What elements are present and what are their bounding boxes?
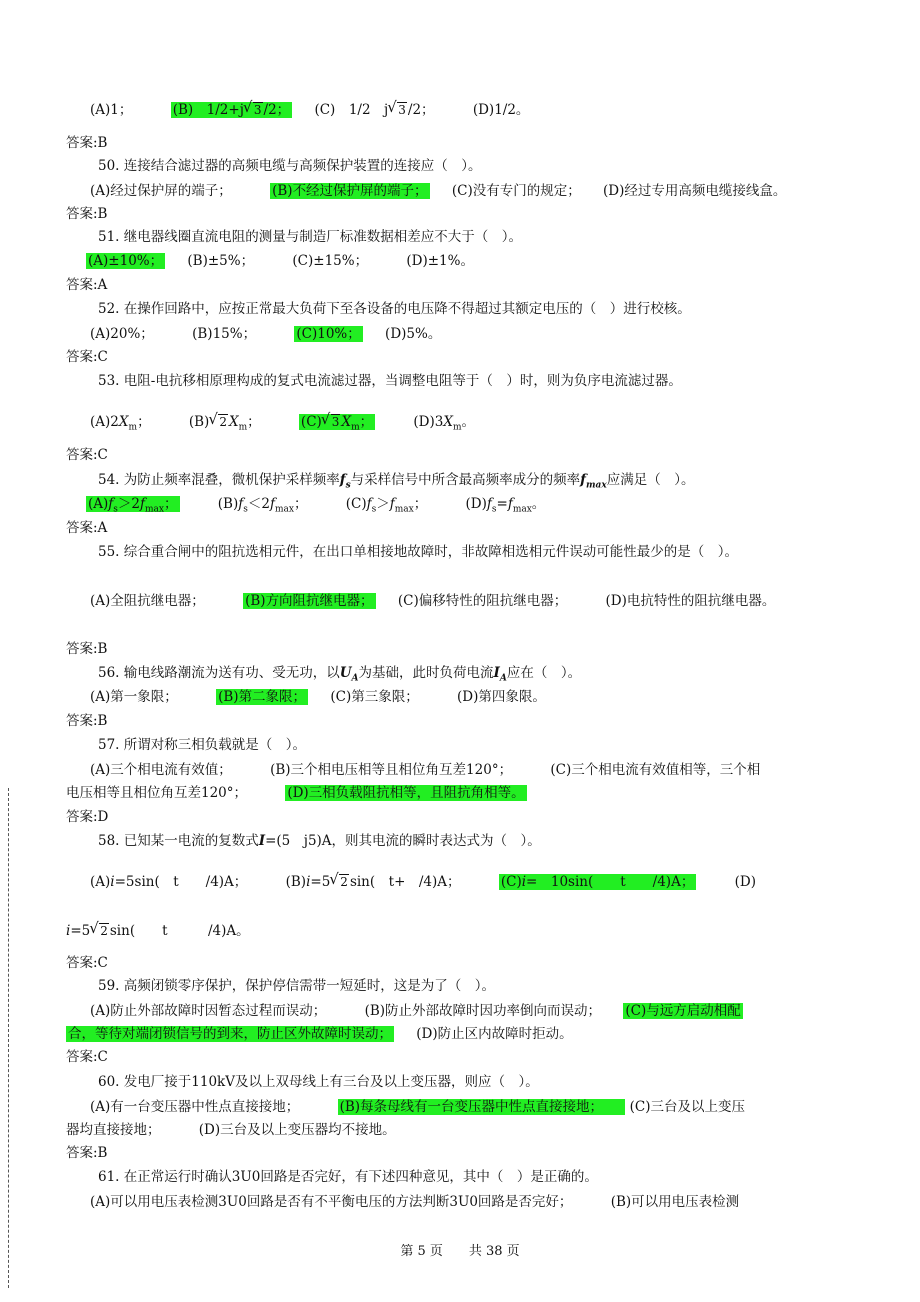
q60-option-b-highlight: (B)每条母线有一台变压器中性点直接接地； — [338, 1099, 626, 1115]
q56-answer: 答案:B — [66, 713, 108, 729]
q55-options: (A)全阻抗继电器； (B)方向阻抗继电器； (C)偏移特性的阻抗继电器； (D)电抗特性的阻抗继电器。 — [90, 593, 776, 609]
q58-option-d: i=5√ 2 sin( t /4)A。 — [66, 921, 250, 941]
sqrt-symbol: √ 3 — [244, 100, 263, 120]
q51-stem: 51. 继电器线圈直流电阻的测量与制造厂标准数据相差应不大于（ ）。 — [98, 229, 523, 245]
q49-answer: 答案:B — [66, 135, 108, 151]
q50-stem: 50. 连接结合滤过器的高频电缆与高频保护装置的连接应（ ）。 — [98, 158, 482, 174]
q55-stem: 55. 综合重合闸中的阻抗选相元件，在出口单相接地故障时，非故障相选相元件误动可能性最少的是（ ）。 — [98, 544, 739, 560]
q60-options-line2: 器均直接接地； (D)三台及以上变压器均不接地。 — [66, 1122, 396, 1138]
q59-options-line1: (A)防止外部故障时因暂态过程而误动； (B)防止外部故障时因功率倒向而误动； (C)与远方启动相配 — [90, 1003, 741, 1019]
q54-answer: 答案:A — [66, 520, 108, 536]
q51-options: (A)±10%； (B)±5%； (C)±15%； (D)±1%。 — [88, 253, 474, 269]
q52-option-c-highlight: (C)10%； — [296, 326, 361, 342]
q54-options: $(A)f_s>2f_{max}$； $(B)f_s<2f_{max}$； $(C)f_s>f_{max}$； $(D)f_s=f_{max}$。 — [88, 496, 546, 515]
q55-option-b-highlight: (B)方向阻抗继电器； — [245, 593, 374, 609]
q56-options: (A)第一象限； (B)第二象限； (C)第三象限； (D)第四象限。 — [90, 689, 546, 705]
q51-option-a-highlight: (A)±10%； — [88, 253, 164, 269]
q59-answer: 答案:C — [66, 1049, 108, 1065]
sqrt-symbol: √ 3 — [388, 100, 407, 120]
q52-stem: 52. 在操作回路中，应按正常最大负荷下至各设备的电压降不得超过其额定电压的（ ）进行校核。 — [98, 301, 691, 317]
sqrt-symbol: √ 3 — [322, 412, 341, 432]
q59-option-c-highlight-1: (C)与远方启动相配 — [625, 1003, 741, 1019]
q50-options: (A)经过保护屏的端子； (B)不经过保护屏的端子； (C)没有专门的规定； (D)经过专用高频电缆接线盒。 — [90, 183, 787, 199]
q54-stem: 54. 为防止频率混叠，微机保护采样频率$f_s$与采样信号中所含最高频率成分的频率$f_{max}$应满足（ ）。 — [98, 472, 695, 491]
page-footer: 第 5 页 共 38 页 — [400, 1244, 520, 1259]
q61-stem: 61. 在正常运行时确认3U0回路是否完好，有下述四种意见，其中（ ）是正确的。 — [98, 1169, 598, 1185]
sqrt-symbol: √ 2 — [209, 412, 228, 432]
q56-option-b-highlight: (B)第二象限； — [218, 689, 307, 705]
q50-option-b-highlight: (B)不经过保护屏的端子； — [272, 183, 428, 199]
q53-stem: 53. 电阻-电抗移相原理构成的复式电流滤过器，当调整电阻等于（ ）时，则为负序电流滤过器。 — [98, 373, 682, 389]
q49-options: (A)1； (B) 1/2+j√ 3 /2； (C) 1/2 j√ 3 /2； (D)1/2。 — [90, 100, 529, 120]
q57-answer: 答案:D — [66, 809, 109, 825]
q58-answer: 答案:C — [66, 955, 108, 971]
q59-option-c-highlight-2: 合，等待对端闭锁信号的到来，防止区外故障时误动； — [68, 1026, 392, 1042]
q49-option-b-highlight: (B) 1/2+j√ 3 /2； — [171, 102, 292, 118]
q49-option-a: 1； — [110, 102, 133, 118]
q57-option-d-highlight: (D)三相负载阻抗相等，且阻抗角相等。 — [287, 785, 525, 801]
q52-options: (A)20%； (B)15%； (C)10%； (D)5%。 — [90, 326, 442, 342]
q60-answer: 答案:B — [66, 1145, 108, 1161]
q53-answer: 答案:C — [66, 447, 108, 463]
q52-answer: 答案:C — [66, 349, 108, 365]
q55-answer: 答案:B — [66, 641, 108, 657]
q57-options-line2: 电压相等且相位角互差120°； (D)三相负载阻抗相等，且阻抗角相等。 — [66, 785, 525, 801]
q58-option-c-highlight: (C)i= 10sin( t /4)A； — [500, 874, 695, 890]
q60-stem: 60. 发电厂接于110kV及以上双母线上有三台及以上变压器，则应（ ）。 — [98, 1074, 539, 1090]
q53-options: $(A)2X_m$； (B)√ 2 $X_m$； (C)√ 3 $X_m$； $(D)3X_m$。 — [90, 412, 475, 438]
q53-option-c-highlight: (C)√ 3 $X_m$； — [299, 414, 375, 430]
sqrt-symbol: √ 2 — [330, 872, 349, 892]
q58-stem: 58. 已知某一电流的复数式I=(5 j5)A，则其电流的瞬时表达式为（ ）。 — [98, 833, 541, 849]
q57-options-line1: (A)三个相电流有效值； (B)三个相电压相等且相位角互差120°； (C)三个相电流有效值相等，三个相 — [90, 762, 761, 778]
q50-answer: 答案:B — [66, 206, 108, 222]
binding-line — [8, 788, 9, 1288]
q54-option-a-highlight: $(A)f_s>2f_{max}$； — [88, 496, 178, 515]
q59-options-line2: 合，等待对端闭锁信号的到来，防止区外故障时误动； (D)防止区内故障时拒动。 — [68, 1026, 573, 1042]
q56-stem: 56. 输电线路潮流为送有功、受无功，以$U_A$为基础，此时负荷电流$I_A$应在（ ）。 — [98, 665, 582, 684]
sqrt-symbol: √ 2 — [90, 921, 109, 941]
q51-answer: 答案:A — [66, 277, 108, 293]
q57-stem: 57. 所谓对称三相负载就是（ ）。 — [98, 737, 307, 753]
q58-options: (A)i=5sin( t /4)A； (B)i=5√ 2 sin( t+ /4)A； (C)i= 10sin( t /4)A； (D) — [90, 872, 756, 892]
q60-options-line1: (A)有一台变压器中性点直接接地； (B)每条母线有一台变压器中性点直接接地； (C)三台及以上变压 — [90, 1099, 745, 1115]
q59-stem: 59. 高频闭锁零序保护，保护停信需带一短延时，这是为了（ ）。 — [98, 978, 496, 994]
q49-option-d: 1/2。 — [494, 102, 530, 118]
q61-options: (A)可以用电压表检测3U0回路是否有不平衡电压的方法判断3U0回路是否完好； (B)可以用电压表检测 — [90, 1194, 740, 1210]
